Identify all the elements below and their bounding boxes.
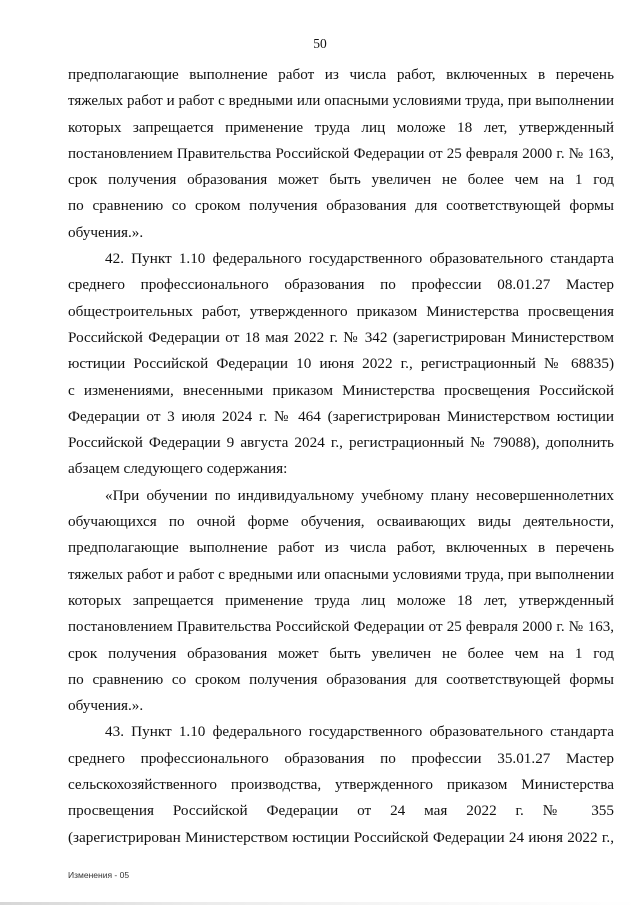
footer-note: Изменения - 05	[68, 870, 130, 880]
text-line: постановлением Правительства Российской Федерации от 25 февраля 2000 г. № 163,	[68, 145, 614, 162]
text-line: среднего профессионального образования по профессии 08.01.27 Мастер	[68, 276, 614, 294]
text-line: «При обучении по индивидуальному учебному плану несовершеннолетних	[105, 486, 614, 504]
document-body	[68, 62, 614, 851]
text-line: предполагающие выполнение работ из числа работ, включенных в перечень	[68, 539, 614, 557]
text-line: обучающихся по очной форме обучения, осваивающих виды деятельности,	[68, 513, 614, 531]
text-line: 43. Пункт 1.10 федерального государственного образовательного стандарта	[105, 723, 614, 741]
text-line: тяжелых работ и работ с вредными или опасными условиями труда, при выполнении	[68, 566, 614, 583]
text-line: постановлением Правительства Российской Федерации от 25 февраля 2000 г. № 163,	[68, 619, 614, 636]
text-line: срок получения образования может быть увеличен не более чем на 1 год	[68, 644, 614, 662]
text-line: по сравнению со сроком получения образования для соответствующей формы	[68, 197, 614, 215]
text-line: тяжелых работ и работ с вредными или опасными условиями труда, при выполнении	[68, 93, 614, 110]
paragraph-item-43	[68, 719, 614, 850]
text-line: предполагающие выполнение работ из числа работ, включенных в перечень	[68, 66, 614, 83]
text-line: абзацем следующего содержания:	[68, 460, 288, 478]
text-line: 42. Пункт 1.10 федерального государственного образовательного стандарта	[105, 250, 614, 268]
text-line: с изменениями, внесенными приказом Министерства просвещения Российской	[68, 381, 614, 399]
text-line: по сравнению со сроком получения образования для соответствующей формы	[68, 670, 614, 688]
text-line: Российской Федерации 9 августа 2024 г., регистрационный № 79088), дополнить	[68, 434, 614, 452]
text-line: которых запрещается применение труда лиц моложе 18 лет, утвержденный	[68, 591, 614, 609]
text-line: Российской Федерации от 18 мая 2022 г. № 342 (зарегистрирован Министерством	[68, 328, 614, 346]
text-line: которых запрещается применение труда лиц моложе 18 лет, утвержденный	[68, 118, 614, 136]
text-line: просвещения Российской Федерации от 24 мая 2022 г. № 355	[68, 802, 614, 820]
text-line: общестроительных работ, утвержденного приказом Министерства просвещения	[68, 302, 614, 320]
page-number: 50	[313, 36, 327, 51]
text-line: срок получения образования может быть увеличен не более чем на 1 год	[68, 171, 614, 189]
text-line: среднего профессионального образования по профессии 35.01.27 Мастер	[68, 749, 614, 767]
text-line: юстиции Российской Федерации 10 июня 2022 г., регистрационный № 68835)	[68, 355, 614, 373]
text-line: (зарегистрирован Министерством юстиции Российской Федерации 24 июня 2022 г.,	[68, 828, 614, 846]
paragraph-continuation	[68, 62, 614, 246]
paragraph-item-42	[68, 246, 614, 483]
text-line: обучения.».	[68, 223, 144, 241]
paragraph-quote	[68, 483, 614, 720]
text-line: сельскохозяйственного производства, утвержденного приказом Министерства	[68, 776, 614, 794]
text-line: обучения.».	[68, 697, 144, 715]
text-line: Федерации от 3 июля 2024 г. № 464 (зарегистрирован Министерством юстиции	[68, 407, 614, 425]
